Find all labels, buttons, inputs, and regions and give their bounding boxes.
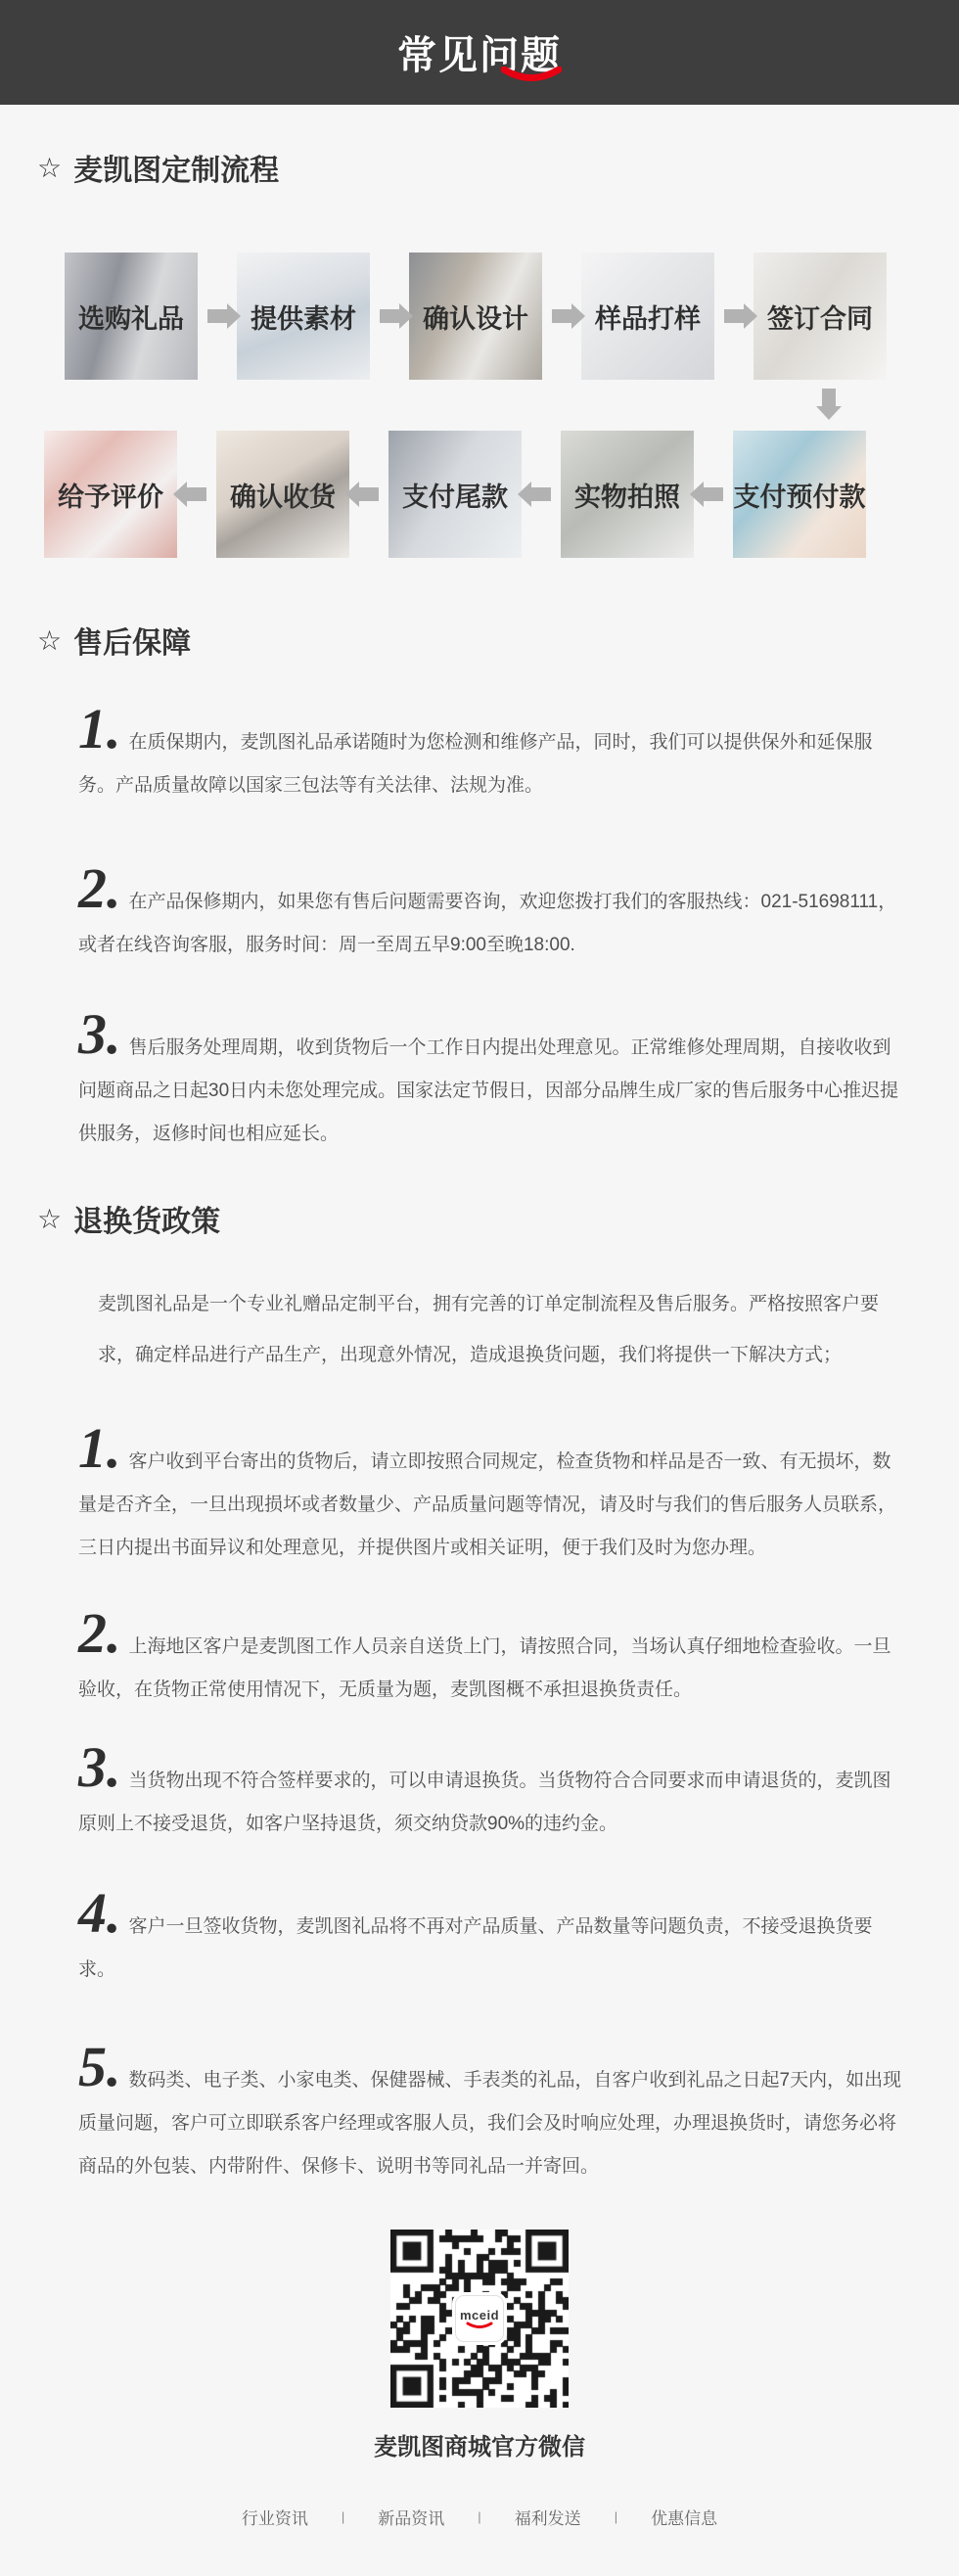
arrow-right-icon bbox=[724, 309, 744, 323]
footer-separator: | bbox=[341, 2509, 345, 2524]
arrow-left-icon bbox=[531, 487, 551, 501]
arrow-cell bbox=[349, 487, 388, 501]
arrow-right-icon bbox=[207, 309, 227, 323]
returns-item-2 bbox=[78, 1601, 902, 1712]
process-flow-connector bbox=[0, 380, 959, 431]
process-step-label: 实物拍照 bbox=[574, 482, 680, 512]
brand-logo-swoosh-icon bbox=[466, 2322, 493, 2329]
section-heading-label: 售后保障 bbox=[73, 627, 192, 660]
aftersales-item-2 bbox=[78, 856, 902, 967]
footer-link-new-products[interactable]: 新品资讯 bbox=[378, 2509, 445, 2528]
returns-item-5 bbox=[78, 2035, 902, 2188]
arrow-down-icon bbox=[822, 389, 836, 406]
footer-separator: | bbox=[614, 2509, 618, 2524]
process-step-label: 签订合同 bbox=[767, 303, 873, 334]
section-heading-label: 麦凯图定制流程 bbox=[73, 155, 280, 187]
page-header bbox=[0, 0, 959, 105]
arrow-cell bbox=[714, 309, 754, 323]
item-number: 4. bbox=[78, 1881, 121, 1945]
arrow-cell bbox=[370, 309, 409, 323]
page-title: 常见问题 bbox=[397, 34, 562, 77]
returns-intro: 麦凯图礼品是一个专业礼赠品定制平台，拥有完善的订单定制流程及售后服务。严格按照客户要求，确定样品进行产品生产，出现意外情况，造成退换货问题，我们将提供一下解决方式； bbox=[98, 1294, 880, 1365]
item-number: 2. bbox=[78, 1601, 121, 1665]
item-text: 在产品保修期内，如果您有售后问题需要咨询，欢迎您拨打我们的客服热线：021-51698111，或者在线咨询客服，服务时间：周一至周五早9:00至晚18:00. bbox=[78, 892, 897, 955]
star-icon: ☆ bbox=[37, 1203, 63, 1234]
item-text: 当货物出现不符合签样要求的，可以申请退换货。当货物符合合同要求而申请退货的，麦凯图原则上不接受退货，如客户坚持退货，须交纳贷款90%的违约金。 bbox=[78, 1771, 891, 1834]
brand-logo-text: mceid bbox=[459, 2307, 500, 2323]
process-step-tile bbox=[561, 431, 694, 558]
item-text: 在质保期内，麦凯图礼品承诺随时为您检测和维修产品，同时，我们可以提供保外和延保服务。产品质量故障以国家三包法等有关法律、法规为准。 bbox=[78, 732, 873, 796]
item-text: 客户一旦签收货物，麦凯图礼品将不再对产品质量、产品数量等问题负责，不接受退换货要求。 bbox=[78, 1916, 873, 1980]
item-number: 1. bbox=[78, 1416, 121, 1480]
process-step-label: 提供素材 bbox=[251, 303, 356, 334]
arrow-cell bbox=[542, 309, 581, 323]
returns-item-4 bbox=[78, 1881, 902, 1992]
wechat-qr-block bbox=[390, 2230, 569, 2408]
item-text: 客户收到平台寄出的货物后，请立即按照合同规定，检查货物和样品是否一致、有无损坏，数量是否齐全，一旦出现损坏或者数量少、产品质量问题等情况，请及时与我们的售后服务人员联系，三日内提出书面异议和处理意见，并提供图片或相关证明，便于我们及时为您办理。 bbox=[78, 1451, 897, 1558]
process-step-label: 确认设计 bbox=[423, 303, 528, 334]
process-step-tile bbox=[65, 253, 198, 380]
arrow-right-icon bbox=[552, 309, 571, 323]
arrow-left-icon bbox=[359, 487, 379, 501]
arrow-cell bbox=[522, 487, 561, 501]
footer-nav bbox=[0, 2505, 959, 2576]
arrow-left-icon bbox=[187, 487, 206, 501]
process-step-tile bbox=[733, 431, 866, 558]
process-step-tile bbox=[409, 253, 542, 380]
process-step-label: 支付预付款 bbox=[733, 482, 866, 512]
item-number: 3. bbox=[78, 1002, 121, 1066]
section-heading-returns bbox=[0, 1197, 959, 1240]
aftersales-item-1 bbox=[78, 697, 902, 807]
item-text: 上海地区客户是麦凯图工作人员亲自送货上门，请按照合同，当场认真仔细地检查验收。一旦验收，在货物正常使用情况下，无质量为题，麦凯图概不承担退换货责任。 bbox=[78, 1636, 891, 1700]
item-number: 5. bbox=[78, 2035, 121, 2098]
smile-underline-icon bbox=[501, 67, 562, 84]
star-icon: ☆ bbox=[37, 624, 63, 656]
footer-link-discount-info[interactable]: 优惠信息 bbox=[651, 2509, 718, 2528]
section-heading-process bbox=[0, 146, 959, 189]
returns-item-3 bbox=[78, 1735, 902, 1846]
process-step-tile bbox=[237, 253, 370, 380]
process-step-tile bbox=[388, 431, 522, 558]
process-step-tile bbox=[44, 431, 177, 558]
item-text: 售后服务处理周期，收到货物后一个工作日内提出处理意见。正常维修处理周期，自接收收到问题商品之日起30日内未您处理完成。国家法定节假日，因部分品牌生成厂家的售后服务中心推迟提供服务，返修时间也相应延长。 bbox=[78, 1037, 899, 1144]
process-step-label: 选购礼品 bbox=[78, 303, 184, 334]
item-text: 数码类、电子类、小家电类、保健器械、手表类的礼品，自客户收到礼品之日起7天内，如出现质量问题，客户可立即联系客户经理或客服人员，我们会及时响应处理，办理退换货时，请您务必将商品的外包装、内带附件、保修卡、说明书等同礼品一并寄回。 bbox=[78, 2070, 902, 2177]
footer-link-benefits[interactable]: 福利发送 bbox=[514, 2509, 581, 2528]
qr-center-logo bbox=[455, 2295, 504, 2342]
arrow-left-icon bbox=[704, 487, 723, 501]
returns-item-1 bbox=[78, 1416, 902, 1570]
item-number: 2. bbox=[78, 856, 121, 920]
process-step-label: 确认收货 bbox=[230, 482, 336, 512]
arrow-right-icon bbox=[380, 309, 399, 323]
process-step-tile bbox=[216, 431, 349, 558]
aftersales-item-3 bbox=[78, 1002, 902, 1156]
section-heading-aftersales bbox=[0, 619, 959, 662]
process-flow-row-2 bbox=[44, 431, 959, 558]
item-number: 3. bbox=[78, 1735, 121, 1799]
item-number: 1. bbox=[78, 697, 121, 760]
arrow-cell bbox=[177, 487, 216, 501]
footer-separator: | bbox=[478, 2509, 481, 2524]
arrow-cell bbox=[694, 487, 733, 501]
process-step-label: 样品打样 bbox=[595, 303, 701, 334]
process-flow-row-1 bbox=[65, 253, 959, 380]
qr-caption: 麦凯图商城官方微信 bbox=[374, 2434, 585, 2461]
process-step-label: 支付尾款 bbox=[402, 482, 508, 512]
process-step-label: 给予评价 bbox=[58, 482, 163, 512]
footer-link-industry-news[interactable]: 行业资讯 bbox=[241, 2509, 308, 2528]
star-icon: ☆ bbox=[37, 152, 63, 183]
section-heading-label: 退换货政策 bbox=[73, 1206, 221, 1238]
arrow-cell bbox=[198, 309, 237, 323]
process-step-tile bbox=[754, 253, 887, 380]
process-step-tile bbox=[581, 253, 714, 380]
